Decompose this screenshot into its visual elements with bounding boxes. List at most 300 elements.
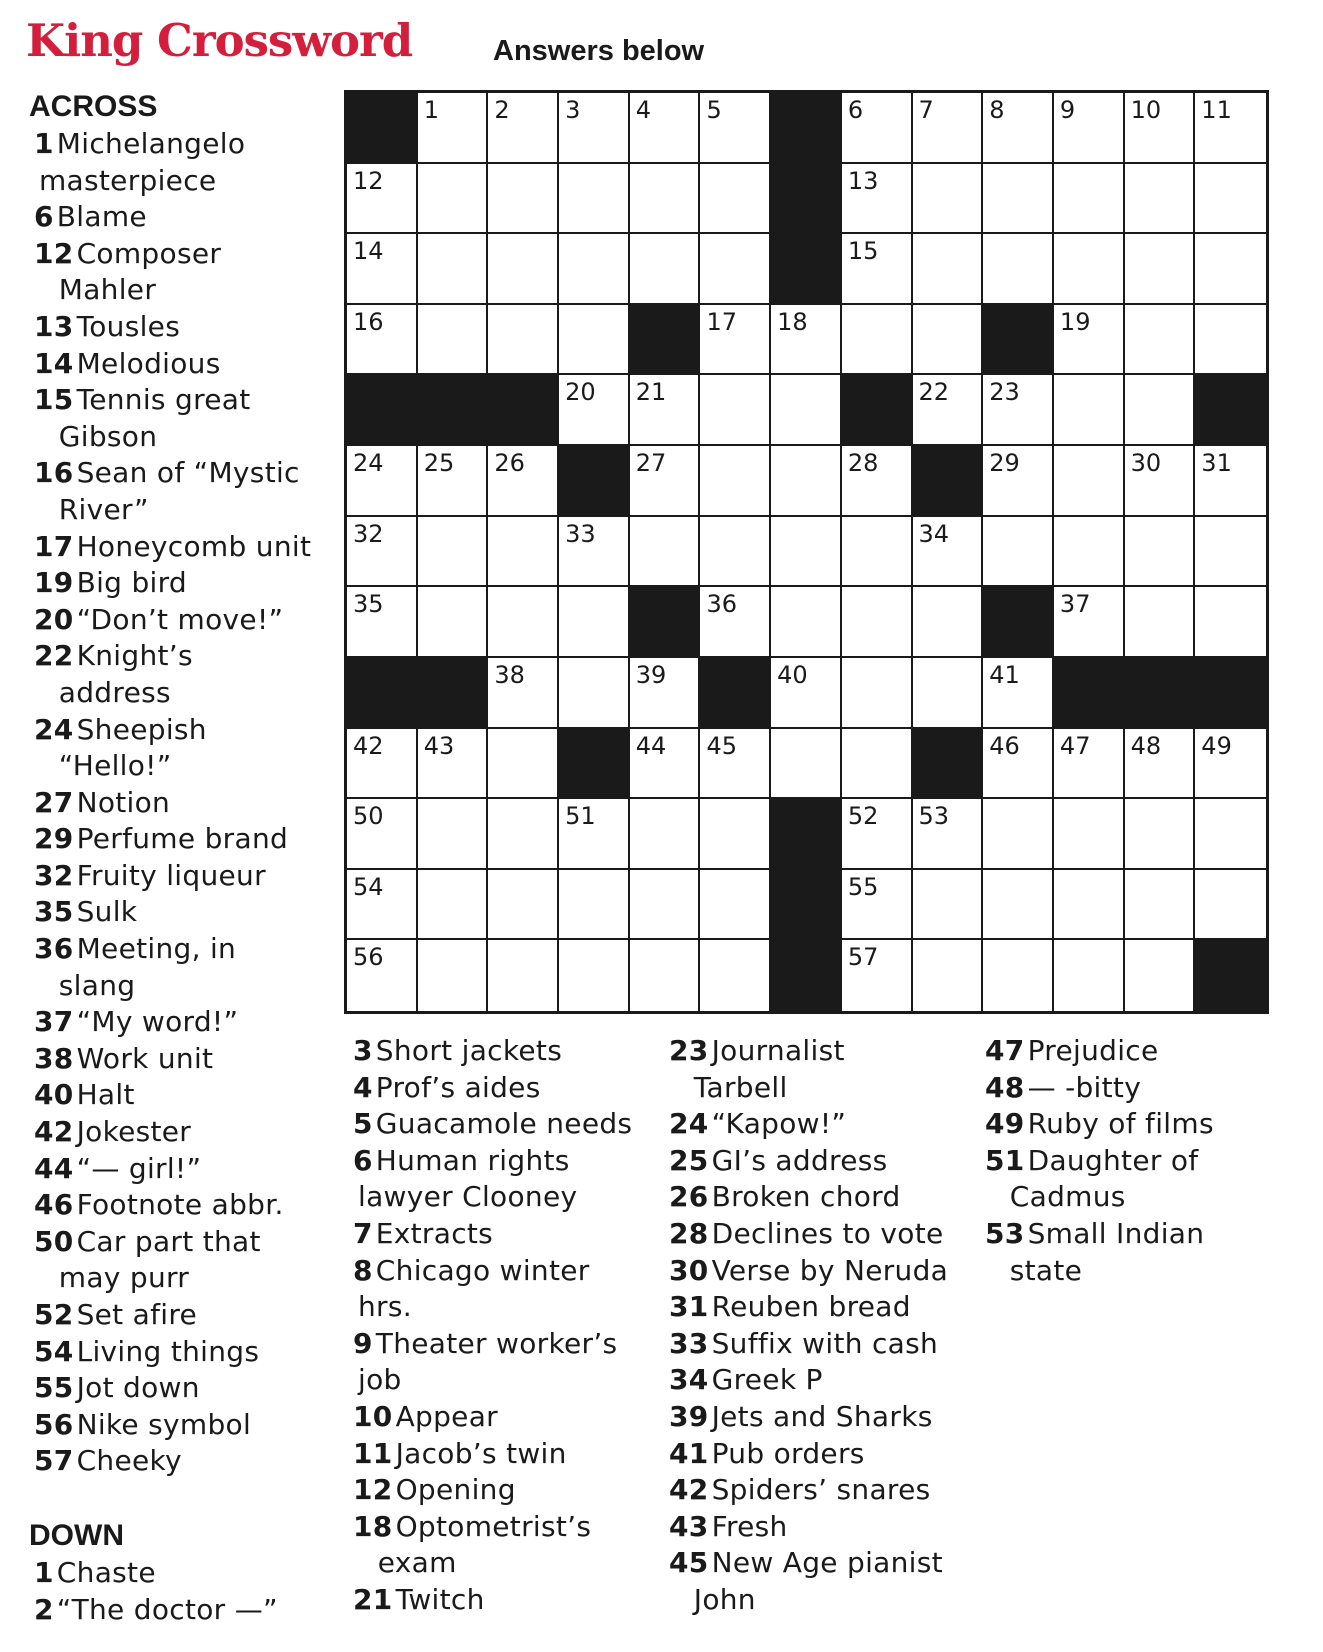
- grid-cell[interactable]: [559, 234, 630, 305]
- grid-cell[interactable]: [771, 587, 842, 658]
- grid-cell[interactable]: [1195, 305, 1266, 376]
- grid-cell[interactable]: [347, 729, 418, 800]
- grid-cell[interactable]: [559, 517, 630, 588]
- grid-cell[interactable]: [1125, 870, 1196, 941]
- clue-text-line: Prof’s aides: [375, 1070, 541, 1104]
- black-square: [418, 658, 489, 729]
- clue-text: [74, 785, 334, 822]
- clue-item: [34, 236, 334, 309]
- clue-item: [34, 1041, 334, 1078]
- grid-cell[interactable]: [1054, 799, 1125, 870]
- grid-cell[interactable]: [983, 940, 1054, 1011]
- clue-text: [58, 638, 334, 711]
- clue-text-line: “My word!”: [76, 1005, 239, 1039]
- clue-text: [74, 1041, 334, 1078]
- grid-cell[interactable]: [488, 93, 559, 164]
- clue-number: 48: [985, 1070, 1025, 1104]
- cell-number: 51: [565, 802, 596, 831]
- grid-cell[interactable]: [559, 93, 630, 164]
- clue-number: 54: [34, 1334, 74, 1368]
- clue-text: [709, 1289, 969, 1326]
- clue-number: 3: [353, 1034, 373, 1067]
- grid-cell[interactable]: [488, 587, 559, 658]
- clue-text: [709, 1509, 969, 1546]
- clue-text: [393, 1436, 653, 1473]
- grid-cell[interactable]: [913, 93, 984, 164]
- grid-cell[interactable]: [700, 446, 771, 517]
- clue-text-line: “— girl!”: [76, 1151, 202, 1185]
- clue-number: 40: [34, 1078, 74, 1112]
- grid-cell[interactable]: [983, 164, 1054, 235]
- clue-item: [34, 602, 334, 639]
- clue-number: 1: [34, 1556, 54, 1589]
- clue-item: [669, 1216, 969, 1253]
- clue-text-line: Living things: [76, 1334, 260, 1368]
- grid-cell[interactable]: [913, 587, 984, 658]
- clue-item: [34, 894, 334, 931]
- grid-cell[interactable]: [700, 799, 771, 870]
- clue-number: 52: [34, 1298, 74, 1331]
- clue-number: 35: [34, 895, 74, 929]
- clue-text-line: Nike symbol: [76, 1407, 252, 1441]
- clue-number: 39: [669, 1399, 709, 1433]
- clue-text-line: John: [693, 1582, 756, 1616]
- grid-cell[interactable]: [347, 446, 418, 517]
- clue-text: [709, 1216, 969, 1253]
- clue-number: 38: [34, 1041, 74, 1075]
- clue-text-line: New Age pianist: [711, 1546, 943, 1580]
- cell-number: 11: [1201, 96, 1232, 124]
- grid-cell[interactable]: [1125, 940, 1196, 1011]
- clue-number: 6: [34, 200, 54, 234]
- clue-number: 44: [34, 1151, 74, 1185]
- cell-number: 47: [1059, 731, 1091, 760]
- clue-item: [34, 199, 334, 236]
- grid-cell[interactable]: [488, 517, 559, 588]
- grid-cell[interactable]: [842, 658, 913, 729]
- clue-text: [1025, 1106, 1285, 1143]
- clue-text: [373, 1106, 653, 1143]
- black-square: [1195, 658, 1266, 729]
- grid-cell[interactable]: [488, 446, 559, 517]
- grid-cell[interactable]: [630, 517, 701, 588]
- grid-cell[interactable]: [418, 729, 489, 800]
- grid-cell[interactable]: [983, 658, 1054, 729]
- grid-cell[interactable]: [913, 658, 984, 729]
- clue-number: 2: [34, 1592, 54, 1626]
- clue-item: [34, 785, 334, 822]
- grid-cell[interactable]: [559, 164, 630, 235]
- clue-text: [709, 1472, 969, 1509]
- grid-cell[interactable]: [488, 658, 559, 729]
- clue-text-line: Jets and Sharks: [711, 1399, 933, 1433]
- grid-cell[interactable]: [842, 870, 913, 941]
- clue-text: [1025, 1033, 1285, 1070]
- grid-cell[interactable]: [1125, 587, 1196, 658]
- grid-cell[interactable]: [630, 799, 701, 870]
- clue-number: 56: [34, 1407, 74, 1441]
- grid-cell[interactable]: [771, 446, 842, 517]
- grid-cell[interactable]: [1125, 799, 1196, 870]
- grid-cell[interactable]: [842, 517, 913, 588]
- cell-number: 50: [353, 802, 384, 831]
- grid-cell[interactable]: [913, 375, 984, 446]
- black-square: [630, 587, 701, 658]
- clue-number: 24: [34, 712, 74, 746]
- clue-number: 17: [34, 529, 74, 563]
- grid-cell[interactable]: [488, 305, 559, 376]
- grid-cell[interactable]: [1054, 446, 1125, 517]
- grid-cell[interactable]: [983, 870, 1054, 941]
- grid-cell[interactable]: [488, 164, 559, 235]
- grid-cell[interactable]: [630, 658, 701, 729]
- grid-cell[interactable]: [913, 940, 984, 1011]
- grid-cell[interactable]: [700, 587, 771, 658]
- clue-number: 27: [34, 785, 74, 819]
- clue-item: [669, 1033, 969, 1106]
- clue-text: [58, 1224, 334, 1297]
- grid-cell[interactable]: [347, 940, 418, 1011]
- grid-cell[interactable]: [842, 305, 913, 376]
- clue-item: [34, 1443, 334, 1480]
- clue-item: [353, 1582, 653, 1619]
- grid-cell[interactable]: [488, 234, 559, 305]
- clue-text-line: Honeycomb unit: [76, 529, 312, 563]
- clue-text: [709, 1436, 969, 1473]
- clue-number: 46: [34, 1188, 74, 1222]
- clue-text-line: Chicago winter: [375, 1253, 590, 1287]
- clue-number: 31: [669, 1290, 709, 1324]
- grid-cell[interactable]: [630, 375, 701, 446]
- clue-item: [34, 382, 334, 455]
- clue-item: [669, 1326, 969, 1363]
- cell-number: 49: [1201, 731, 1232, 760]
- grid-cell[interactable]: [842, 940, 913, 1011]
- grid-cell[interactable]: [630, 870, 701, 941]
- grid-cell[interactable]: [559, 305, 630, 376]
- black-square: [1195, 940, 1266, 1011]
- clue-text-line: Theater worker’s: [375, 1326, 618, 1360]
- grid-cell[interactable]: [1054, 729, 1125, 800]
- clue-text-line: Small Indian: [1027, 1216, 1205, 1250]
- clue-item: [34, 455, 334, 528]
- grid-cell[interactable]: [488, 729, 559, 800]
- clue-text-line: masterpiece: [38, 163, 217, 197]
- clue-text-line: address: [58, 675, 171, 709]
- clue-text-line: Pub orders: [711, 1436, 865, 1470]
- cell-number: 5: [706, 96, 722, 124]
- clue-number: 29: [34, 822, 74, 856]
- grid-cell[interactable]: [771, 658, 842, 729]
- clue-number: 23: [669, 1034, 709, 1067]
- clue-number: 12: [353, 1473, 393, 1507]
- grid-cell[interactable]: [347, 799, 418, 870]
- grid-cell[interactable]: [913, 305, 984, 376]
- black-square: [559, 729, 630, 800]
- cell-number: 55: [847, 872, 879, 901]
- grid-cell[interactable]: [1125, 164, 1196, 235]
- grid-cell[interactable]: [1195, 164, 1266, 235]
- clue-item: [669, 1362, 969, 1399]
- clue-text: [709, 1399, 969, 1436]
- clue-text-line: exam: [377, 1546, 457, 1580]
- grid-cell[interactable]: [559, 799, 630, 870]
- grid-cell[interactable]: [771, 517, 842, 588]
- grid-cell[interactable]: [700, 234, 771, 305]
- grid-cell[interactable]: [559, 658, 630, 729]
- clue-item: [34, 1334, 334, 1371]
- grid-cell[interactable]: [1195, 587, 1266, 658]
- black-square: [418, 375, 489, 446]
- cell-number: 29: [989, 449, 1020, 478]
- clue-number: 20: [34, 602, 74, 636]
- grid-cell[interactable]: [559, 940, 630, 1011]
- clue-text-line: Greek P: [711, 1363, 823, 1397]
- grid-cell[interactable]: [347, 164, 418, 235]
- cell-number: 56: [353, 943, 384, 972]
- clue-text-line: Tousles: [76, 309, 181, 343]
- clue-text: [1009, 1143, 1285, 1216]
- grid-cell[interactable]: [1054, 517, 1125, 588]
- grid-cell[interactable]: [842, 799, 913, 870]
- grid-cell[interactable]: [983, 446, 1054, 517]
- clue-text: [709, 1253, 969, 1290]
- clue-number: 11: [353, 1436, 393, 1470]
- clue-text-line: Appear: [395, 1399, 498, 1433]
- grid-cell[interactable]: [630, 234, 701, 305]
- clue-text: [74, 1297, 334, 1334]
- clue-item: [669, 1106, 969, 1143]
- clue-number: 5: [353, 1107, 373, 1141]
- grid-cell[interactable]: [771, 375, 842, 446]
- grid-cell[interactable]: [983, 234, 1054, 305]
- grid-cell[interactable]: [630, 164, 701, 235]
- clue-number: 41: [669, 1436, 709, 1470]
- grid-cell[interactable]: [418, 870, 489, 941]
- clue-text-line: Opening: [395, 1473, 516, 1507]
- clue-number: 28: [669, 1216, 709, 1250]
- grid-cell[interactable]: [1125, 305, 1196, 376]
- grid-cell[interactable]: [983, 729, 1054, 800]
- grid-cell[interactable]: [418, 305, 489, 376]
- down-heading: DOWN: [29, 1519, 124, 1552]
- clue-item: [34, 1555, 334, 1592]
- grid-cell[interactable]: [347, 305, 418, 376]
- grid-cell[interactable]: [1125, 375, 1196, 446]
- grid-cell[interactable]: [700, 870, 771, 941]
- clue-text-line: “Kapow!”: [711, 1107, 847, 1141]
- cell-number: 38: [494, 660, 525, 689]
- cell-number: 4: [635, 96, 652, 124]
- grid-cell[interactable]: [630, 729, 701, 800]
- cell-number: 48: [1130, 731, 1162, 760]
- cell-number: 37: [1059, 590, 1091, 619]
- grid-cell[interactable]: [913, 799, 984, 870]
- grid-cell[interactable]: [630, 93, 701, 164]
- grid-cell[interactable]: [700, 375, 771, 446]
- grid-cell[interactable]: [1195, 234, 1266, 305]
- grid-cell[interactable]: [1125, 517, 1196, 588]
- clue-text: [74, 1077, 334, 1114]
- grid-cell[interactable]: [700, 93, 771, 164]
- grid-cell[interactable]: [842, 729, 913, 800]
- clue-number: 42: [34, 1115, 74, 1149]
- grid-cell[interactable]: [1195, 446, 1266, 517]
- grid-cell[interactable]: [1195, 517, 1266, 588]
- cell-number: 14: [353, 237, 384, 266]
- grid-cell[interactable]: [418, 517, 489, 588]
- clue-text: [74, 602, 334, 639]
- grid-cell[interactable]: [771, 729, 842, 800]
- grid-cell[interactable]: [771, 305, 842, 376]
- grid-cell[interactable]: [630, 940, 701, 1011]
- grid-cell[interactable]: [700, 305, 771, 376]
- black-square: [347, 375, 418, 446]
- grid-cell[interactable]: [700, 164, 771, 235]
- grid-cell[interactable]: [1054, 93, 1125, 164]
- black-square: [700, 658, 771, 729]
- grid-cell[interactable]: [1054, 587, 1125, 658]
- grid-cell[interactable]: [559, 587, 630, 658]
- grid-cell[interactable]: [1195, 870, 1266, 941]
- clue-text: [1009, 1216, 1285, 1289]
- clue-text-line: Jokester: [76, 1115, 192, 1149]
- grid-cell[interactable]: [1054, 940, 1125, 1011]
- grid-cell[interactable]: [1054, 870, 1125, 941]
- grid-cell[interactable]: [418, 940, 489, 1011]
- clue-text-line: Prejudice: [1027, 1034, 1159, 1067]
- black-square: [630, 305, 701, 376]
- grid-cell[interactable]: [418, 93, 489, 164]
- cell-number: 1: [423, 96, 439, 124]
- clue-text-line: Sean of “Mystic: [76, 456, 300, 490]
- grid-cell[interactable]: [913, 517, 984, 588]
- grid-cell[interactable]: [1125, 93, 1196, 164]
- grid-cell[interactable]: [347, 587, 418, 658]
- grid-cell[interactable]: [559, 375, 630, 446]
- clue-number: 18: [353, 1509, 393, 1543]
- grid-cell[interactable]: [1195, 93, 1266, 164]
- grid-cell[interactable]: [1054, 305, 1125, 376]
- clue-number: 6: [353, 1143, 373, 1177]
- black-square: [913, 446, 984, 517]
- grid-cell[interactable]: [913, 234, 984, 305]
- clue-item: [669, 1436, 969, 1473]
- grid-cell[interactable]: [630, 446, 701, 517]
- clue-text: [74, 821, 334, 858]
- grid-cell[interactable]: [983, 799, 1054, 870]
- grid-cell[interactable]: [842, 446, 913, 517]
- grid-cell[interactable]: [488, 799, 559, 870]
- black-square: [913, 729, 984, 800]
- clue-text-line: Cheeky: [76, 1444, 182, 1478]
- clue-number: 12: [34, 236, 74, 270]
- clue-item: [353, 1436, 653, 1473]
- clue-text-line: Broken chord: [711, 1180, 901, 1214]
- clue-text: [58, 931, 334, 1004]
- grid-cell[interactable]: [488, 940, 559, 1011]
- grid-cell[interactable]: [700, 729, 771, 800]
- clue-text: [709, 1143, 969, 1180]
- clue-item: [34, 1114, 334, 1151]
- grid-cell[interactable]: [1054, 375, 1125, 446]
- grid-cell[interactable]: [842, 164, 913, 235]
- grid-cell[interactable]: [913, 164, 984, 235]
- grid-cell[interactable]: [347, 517, 418, 588]
- clue-text-line: may purr: [58, 1261, 190, 1295]
- clue-item: [34, 1297, 334, 1334]
- clue-item: [353, 1253, 653, 1326]
- cell-number: 33: [565, 519, 596, 548]
- grid-cell[interactable]: [418, 234, 489, 305]
- clue-item: [34, 858, 334, 895]
- black-square: [347, 93, 418, 164]
- grid-cell[interactable]: [913, 870, 984, 941]
- grid-cell[interactable]: [1054, 164, 1125, 235]
- grid-cell[interactable]: [700, 940, 771, 1011]
- clue-text: [74, 1407, 334, 1444]
- clue-text-line: Jot down: [76, 1371, 200, 1405]
- grid-cell[interactable]: [842, 93, 913, 164]
- grid-cell[interactable]: [347, 234, 418, 305]
- grid-cell[interactable]: [700, 517, 771, 588]
- grid-cell[interactable]: [1195, 729, 1266, 800]
- clue-text: [373, 1216, 653, 1253]
- clue-text-line: Michelangelo: [56, 127, 246, 160]
- clue-text: [74, 309, 334, 346]
- grid-cell[interactable]: [559, 870, 630, 941]
- clue-number: 16: [34, 456, 74, 490]
- grid-cell[interactable]: [347, 870, 418, 941]
- grid-cell[interactable]: [842, 234, 913, 305]
- clue-number: 42: [669, 1473, 709, 1507]
- clue-item: [353, 1033, 653, 1070]
- grid-cell[interactable]: [983, 517, 1054, 588]
- clue-text: [393, 1582, 653, 1619]
- clue-text-line: Mahler: [58, 273, 157, 307]
- clue-text: [74, 1187, 334, 1224]
- clue-text-line: Fresh: [711, 1509, 788, 1543]
- cell-number: 6: [847, 96, 864, 124]
- grid-cell[interactable]: [842, 587, 913, 658]
- clue-item: [353, 1106, 653, 1143]
- grid-cell[interactable]: [418, 587, 489, 658]
- cell-number: 9: [1059, 96, 1076, 124]
- grid-cell[interactable]: [418, 164, 489, 235]
- grid-cell[interactable]: [1125, 446, 1196, 517]
- grid-cell[interactable]: [983, 375, 1054, 446]
- cell-number: 2: [494, 96, 510, 124]
- clue-number: 7: [353, 1216, 373, 1250]
- clue-text-line: “Don’t move!”: [76, 602, 284, 636]
- grid-cell[interactable]: [418, 799, 489, 870]
- clue-text-line: Gibson: [58, 419, 158, 453]
- clue-number: 26: [669, 1180, 709, 1214]
- grid-cell[interactable]: [983, 93, 1054, 164]
- down-clue-list-4: [985, 1033, 1285, 1289]
- grid-cell[interactable]: [418, 446, 489, 517]
- grid-cell[interactable]: [1125, 234, 1196, 305]
- grid-cell[interactable]: [1195, 799, 1266, 870]
- clue-item: [34, 1187, 334, 1224]
- clue-item: [34, 126, 334, 199]
- grid-cell[interactable]: [1125, 729, 1196, 800]
- grid-cell[interactable]: [1054, 234, 1125, 305]
- clue-text: [54, 1592, 334, 1629]
- clue-item: [34, 1224, 334, 1297]
- grid-cell[interactable]: [488, 870, 559, 941]
- clue-text-line: Halt: [76, 1078, 135, 1112]
